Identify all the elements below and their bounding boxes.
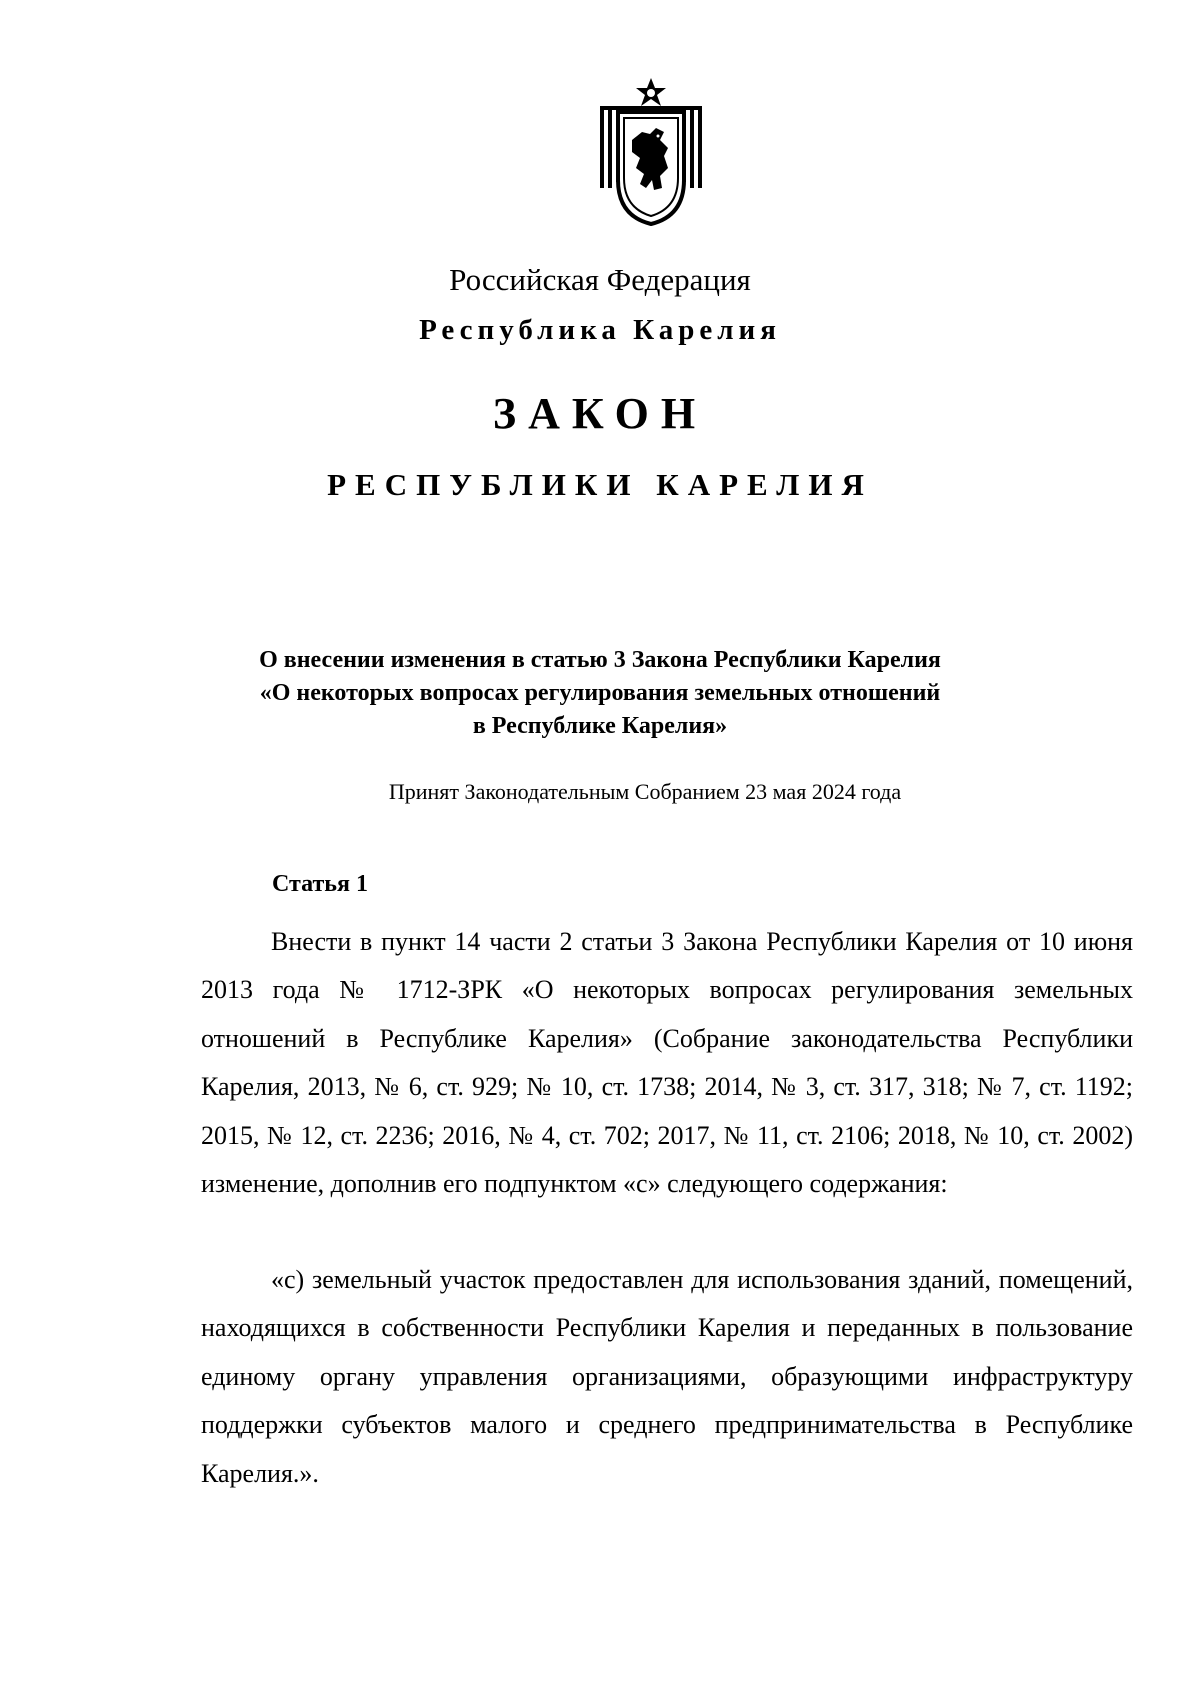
law-title-line: «О некоторых вопросах регулирования земельных отношений — [259, 680, 941, 706]
header-law: ЗАКОН — [492, 389, 708, 438]
header-federation: Российская Федерация — [449, 262, 751, 297]
karelia-coat-of-arms-emblem — [598, 76, 704, 228]
article-heading: Статья 1 — [272, 871, 368, 897]
law-title — [0, 644, 1200, 743]
header-republic: Республика Карелия — [419, 314, 781, 346]
adoption-note: Принят Законодательным Собранием 23 мая 2024 года — [388, 779, 902, 804]
article-paragraph: «с) земельный участок предоставлен для использования зданий, помещений, находящихся в собственности Республики Карелия и переданных в пользование единому органу управления организациями, образующими инфраструктуру поддержки субъектов малого и среднего предпринимательства в Республике Карелия.». — [201, 1265, 1133, 1488]
article-paragraph: Внести в пункт 14 части 2 статьи 3 Закона Республики Карелия от 10 июня 2013 года № 1712-ЗРК «О некоторых вопросах регулирования земельных отношений в Республике Карелия» (Собрание законодательства Республики Карелия, 2013, № 6, ст. 929; № 10, ст. 1738; 2014, № 3, ст. 317, 318; № 7, ст. 1192; 2015, № 12, ст. 2236; 2016, № 4, ст. 702; 2017, № 11, ст. 2106; 2018, № 10, ст. 2002) изменение, дополнив его подпунктом «с» следующего содержания: — [201, 927, 1133, 1199]
law-title-line: в Республике Карелия» — [472, 713, 728, 739]
law-title-line: О внесении изменения в статью 3 Закона Республики Карелия — [259, 647, 941, 673]
header-law-subtitle: РЕСПУБЛИКИ КАРЕЛИЯ — [327, 467, 873, 502]
